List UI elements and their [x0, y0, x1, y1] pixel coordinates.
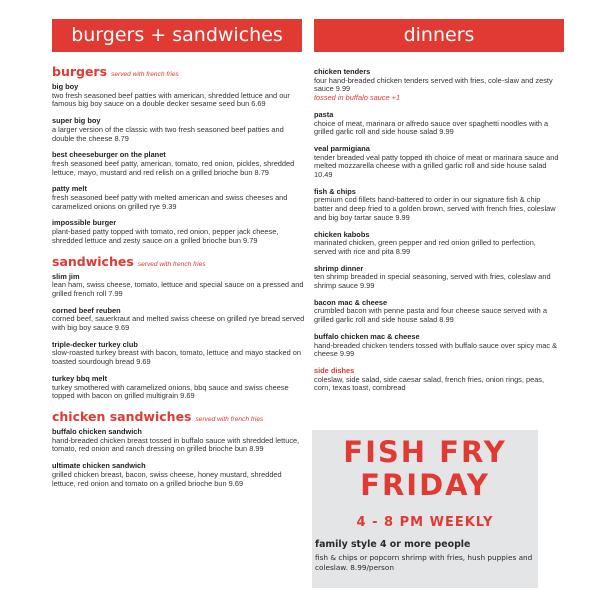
menu-item-description: choice of meat, marinara or alfredo sauce over spaghetti noodles with a grilled garlic roll and side house salad 9.99 [314, 118, 549, 137]
menu-item [52, 341, 307, 367]
menu-item-description: plant-based patty topped with tomato, red onion, pepper jack cheese, shredded lettuce and zesty sauce on a grilled brioche bun 9.79 [52, 227, 279, 245]
menu-item-name: bacon mac & cheese [314, 297, 388, 307]
section-heading [52, 409, 307, 425]
menu-item [314, 367, 559, 393]
promo-description: fish & chips or popcorn shrimp with fries, hush puppies and coleslaw. 8.99/person [315, 553, 533, 572]
menu-item-description: coleslaw, side salad, side caesar salad, french fries, onion rings, peas, corn, texas toast, cornbread [314, 374, 545, 393]
menu-item [314, 299, 559, 325]
menu-item [52, 428, 307, 454]
menu-item [52, 375, 307, 401]
menu-item-name: turkey bbq melt [52, 373, 108, 383]
menu-item-description: premium cod fillets hand-battered to order in our signature fish & chip batter and deep fried to a golden brown, served with french fries, coleslaw and big boy tartar sauce 9.99 [314, 195, 556, 222]
section-title: chicken sandwiches [52, 408, 192, 424]
section-heading [52, 254, 307, 270]
menu-item-name: ultimate chicken sandwich [52, 461, 146, 471]
menu-section [52, 254, 307, 401]
fish-fry-promo [312, 430, 538, 588]
menu-item [314, 188, 559, 223]
menu-item-description: hand-breaded chicken tenders tossed with buffalo sauce over spicy mac & cheese 9.99 [314, 340, 558, 359]
menu-item [52, 307, 307, 333]
menu-item [314, 231, 559, 257]
dinners-banner: dinners [314, 19, 564, 52]
section-title: burgers [52, 64, 108, 79]
menu-item-description: hand-breaded chicken breast tossed in buffalo sauce with shredded lettuce, tomato, red onion and ranch dressing on grilled brioche bun 8.99 [52, 435, 300, 454]
menu-item-name: side dishes [314, 365, 355, 375]
menu-item-name: corned beef reuben [52, 305, 121, 315]
menu-item-name: buffalo chicken mac & cheese [314, 331, 420, 341]
section-note: served with french fries [195, 415, 264, 423]
menu-item-description: fresh seasoned beef patty with melted american and swiss cheeses and caramelized onions on grilled rye 9.39 [52, 193, 288, 211]
menu-section [52, 64, 307, 246]
menu-item-name: impossible burger [52, 218, 117, 228]
menu-item-description: a larger version of the classic with two fresh seasoned beef patties and double the cheese 8.79 [52, 124, 284, 143]
promo-title-line-1: FISH FRY [343, 435, 507, 469]
menu-item-name: buffalo chicken sandwich [52, 426, 142, 436]
menu-item [52, 462, 307, 488]
burgers-sandwiches-banner: burgers + sandwiches [52, 19, 302, 52]
menu-item-name: chicken kabobs [314, 229, 370, 239]
menu-item-name: patty melt [52, 184, 87, 194]
menu-item-description: slow-roasted turkey breast with bacon, tomato, lettuce and mayo stacked on toasted sourdough bread 9.69 [52, 348, 301, 367]
promo-title-line-2: FRIDAY [360, 468, 490, 502]
section-heading [52, 64, 307, 80]
menu-item-name: shrimp dinner [314, 263, 364, 273]
menu-item-description: corned beef, sauerkraut and melted swiss cheese on grilled rye bread served with big boy sauce 9.69 [52, 314, 305, 333]
menu-item [52, 219, 307, 245]
menu-item-name: big boy [52, 82, 79, 91]
menu-item-description: tender breaded veal patty topped ith choice of meat or marinara sauce and melted mozzarella cheese with a grilled garlic roll and side house salad 10.49 [314, 152, 559, 180]
menu-item [314, 265, 559, 291]
menu-section [52, 409, 307, 488]
menu-item [52, 151, 307, 177]
menu-item [314, 68, 559, 103]
menu-item [52, 117, 307, 143]
dinners-column [314, 68, 559, 401]
menu-item-name: slim jim [52, 271, 80, 281]
menu-item-name: triple-decker turkey club [52, 339, 138, 349]
section-title: sandwiches [52, 253, 134, 269]
menu-item-description: marinated chicken, green pepper and red onion grilled to perfection, served with rice and pita 8.99 [314, 238, 536, 256]
menu-item-name: pasta [314, 109, 334, 119]
menu-item [52, 185, 307, 211]
menu-item-name: best cheeseburger on the planet [52, 150, 166, 160]
menu-item-description: fresh seasoned beef patty, american, tomato, red onion, pickles, shredded lettuce, mayo, mustard and red relish on a grilled brioche bun 8.79 [52, 158, 295, 177]
menu-item-description: ten shrimp breaded in special seasoning, served with fries, coleslaw and shrimp sauce 9.99 [314, 272, 551, 291]
menu-item-name: fish & chips [314, 186, 356, 196]
menu-item-description: crumbled bacon with penne pasta and four cheese sauce served with a grilled garlic roll and side house salad 8.99 [314, 306, 547, 325]
menu-item [52, 273, 307, 299]
menu-item-description: two fresh seasoned beef patties with american, shredded lettuce and our famous big boy sauce on a double decker sesame seed bun 6.69 [52, 90, 290, 109]
menu-item-description: four hand-breaded chicken tenders served with fries, cole-slaw and zesty sauce 9.99 [314, 75, 553, 94]
menu-item [314, 111, 559, 137]
menu-item-description: turkey smothered with caramelized onions, bbq sauce and swiss cheese topped with bacon on grilled multigrain 9.69 [52, 382, 289, 401]
promo-subhead: family style 4 or more people [315, 539, 471, 550]
section-note: served with french fries [137, 260, 206, 268]
menu-item [52, 83, 307, 109]
menu-item-option-note: tossed in buffalo sauce +1 [314, 93, 401, 103]
menu-item [314, 145, 559, 180]
menu-item-description: lean ham, swiss cheese, tomato, lettuce and special sauce on a pressed and grilled french roll 7.99 [52, 280, 304, 298]
menu-item-description: grilled chicken breast, bacon, swiss cheese, honey mustard, shredded lettuce, red onion and tomato on a grilled brioche bun 9.69 [52, 469, 282, 488]
section-note: served with french fries [111, 71, 179, 78]
promo-hours: 4 - 8 PM WEEKLY [356, 515, 494, 530]
menu-item-name: super big boy [52, 116, 101, 126]
burgers-sandwiches-column [52, 64, 307, 496]
menu-item-name: chicken tenders [314, 67, 371, 76]
menu-item-name: veal parmigiana [314, 143, 370, 153]
menu-item [314, 333, 559, 359]
